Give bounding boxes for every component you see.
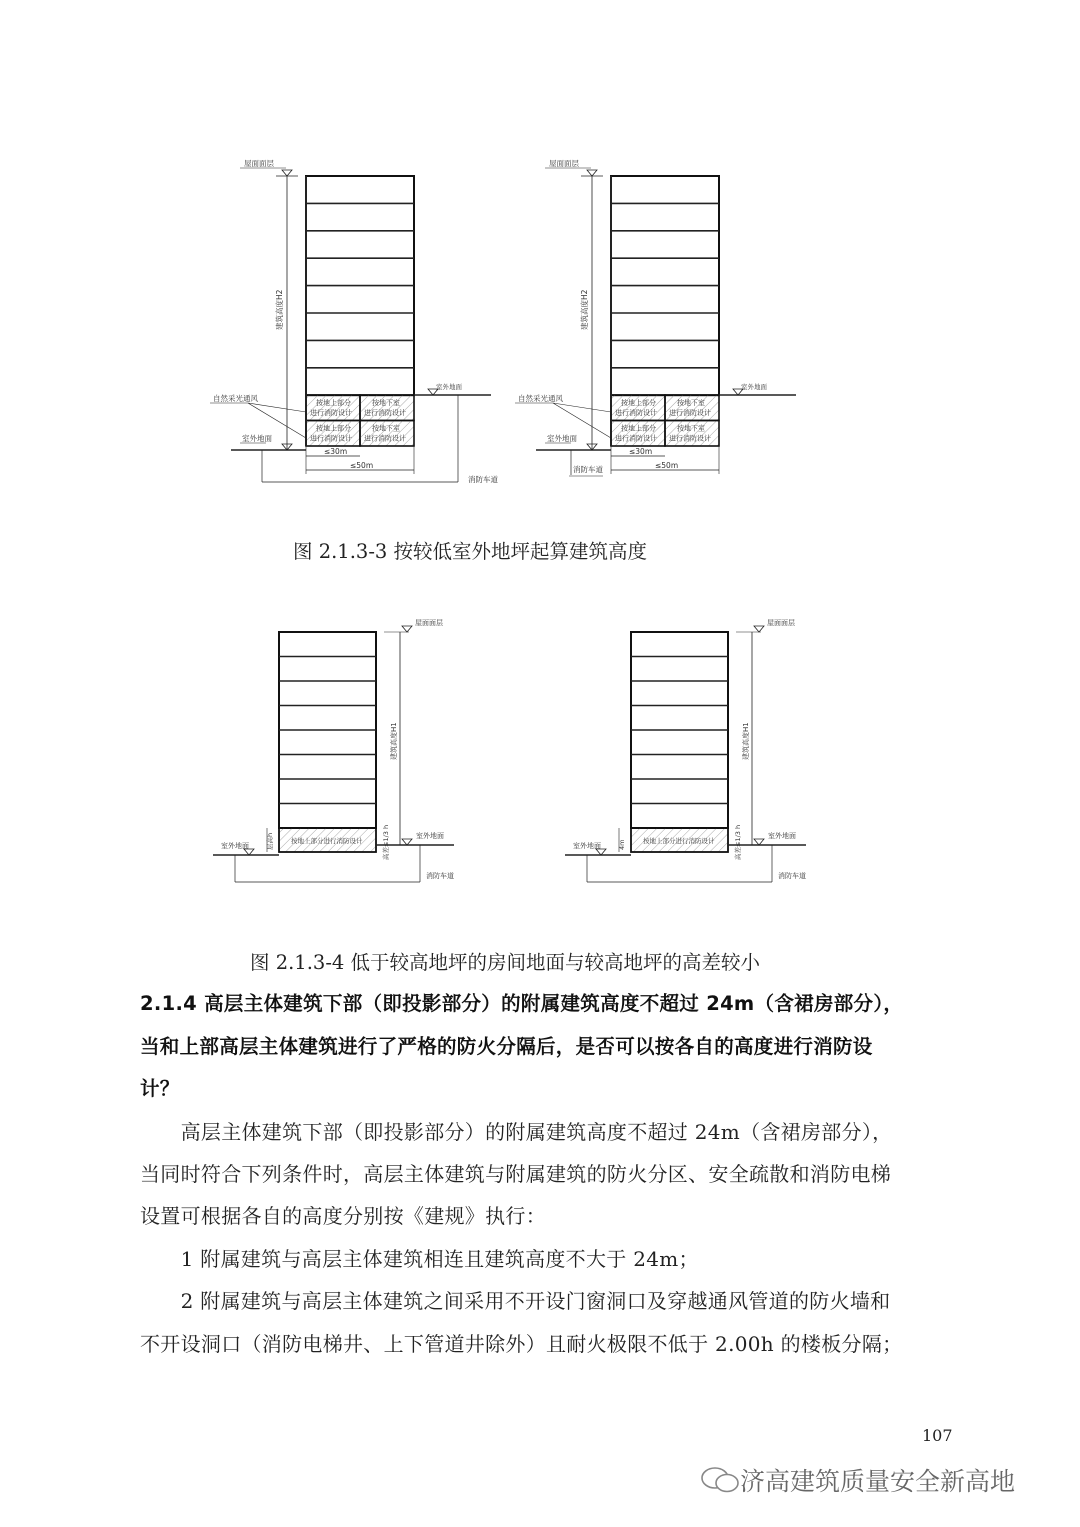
floor-height-label: 4m xyxy=(618,839,626,850)
dim-50m: ≤50m xyxy=(655,461,679,470)
height-diff-label: 高差≤1/3 h xyxy=(382,824,390,860)
dim-50m: ≤50m xyxy=(350,461,374,470)
diagram-label: 进行消防设计 xyxy=(364,434,406,443)
fire-lane-label: 消防车道 xyxy=(426,872,454,880)
diagram-label: 按地上部分 xyxy=(316,424,351,433)
diagram-label: 按地上部分进行消防设计 xyxy=(291,837,363,845)
roof-label: 屋面面层 xyxy=(244,159,274,168)
page-number: 107 xyxy=(922,1426,953,1445)
fire-lane-label: 消防车道 xyxy=(778,872,806,880)
outdoor-ground-label: 室外地面 xyxy=(242,434,272,443)
diagram-label: 进行消防设计 xyxy=(615,434,657,443)
outdoor-ground-label: 室外地面 xyxy=(547,434,577,443)
natural-light-label: 自然采光通风 xyxy=(213,394,258,403)
roof-label: 屋面面层 xyxy=(415,619,443,627)
diagram-label: 按地上部分进行消防设计 xyxy=(643,837,715,845)
diagram-label: 进行消防设计 xyxy=(669,434,711,443)
diagram-label: 按地上部分 xyxy=(621,424,656,433)
line xyxy=(553,403,611,412)
diagram-label: 室外地面 xyxy=(768,832,796,840)
height-label: 建筑高度H1 xyxy=(742,722,750,760)
outdoor-ground-label: 室外地面 xyxy=(573,842,601,850)
height-diff-label: 高差≤1/3 h xyxy=(734,824,742,860)
elevation-marker-icon xyxy=(587,170,597,176)
fire-lane-label: 消防车道 xyxy=(468,475,498,484)
diagram-label: 室外地面 xyxy=(741,383,767,391)
diagram-label: 按地下室 xyxy=(372,424,400,433)
fire-lane-label: 消防车道 xyxy=(573,465,603,474)
diagram-label: 按地下室 xyxy=(677,424,705,433)
question-heading-line: 2.1.4 高层主体建筑下部（即投影部分）的附属建筑高度不超过 24m（含裙房部分）， xyxy=(140,992,904,1015)
body-line: 当同时符合下列条件时，高层主体建筑与附属建筑的防火分区、安全疏散和消防电梯 xyxy=(140,1162,892,1186)
figure-caption-2-1-3-3: 图 2.1.3-3 按较低室外地坪起算建筑高度 xyxy=(293,540,648,563)
diagram-label: 进行消防设计 xyxy=(669,409,711,417)
diagram-label: 进行消防设计 xyxy=(615,409,657,417)
diagram-label: 进行消防设计 xyxy=(364,409,406,417)
height-label: 建筑高度H2 xyxy=(275,289,284,330)
floor-height-label: 层高h xyxy=(266,832,274,850)
body-line: 2 附属建筑与高层主体建筑之间采用不开设门窗洞口及穿越通风管道的防火墙和 xyxy=(140,1289,891,1313)
elevation-marker-icon xyxy=(402,626,412,632)
outdoor-ground-label: 室外地面 xyxy=(221,842,249,850)
height-label: 建筑高度H1 xyxy=(390,722,398,760)
line xyxy=(553,403,611,438)
roof-label: 屋面面层 xyxy=(767,619,795,627)
watermark xyxy=(700,1462,1015,1498)
body-line: 设置可根据各自的高度分别按《建规》执行： xyxy=(140,1204,546,1228)
question-heading-line: 当和上部高层主体建筑进行了严格的防火分隔后，是否可以按各自的高度进行消防设 xyxy=(140,1035,873,1058)
figure-caption-2-1-3-4: 图 2.1.3-4 低于较高地坪的房间地面与较高地坪的高差较小 xyxy=(250,951,761,974)
body-line: 1 附属建筑与高层主体建筑相连且建筑高度不大于 24m； xyxy=(140,1247,699,1271)
body-line: 高层主体建筑下部（即投影部分）的附属建筑高度不超过 24m（含裙房部分）， xyxy=(140,1120,893,1144)
height-label: 建筑高度H2 xyxy=(580,289,589,330)
body-line: 不开设洞口（消防电梯井、上下管道井除外）且耐火极限不低于 2.00h 的楼板分隔； xyxy=(140,1332,903,1356)
diagram-label: 按地下室 xyxy=(372,399,400,407)
watermark-text: 济高建筑质量安全新高地 xyxy=(740,1467,1016,1496)
diagram-label: 进行消防设计 xyxy=(310,409,352,417)
roof-label: 屋面面层 xyxy=(549,159,579,168)
elevation-marker-icon xyxy=(282,170,292,176)
question-heading-line: 计？ xyxy=(140,1077,180,1100)
diagram-label: 按地上部分 xyxy=(316,399,351,407)
diagram-label: 按地下室 xyxy=(677,399,705,407)
elevation-marker-icon xyxy=(754,626,764,632)
diagram-label: 按地上部分 xyxy=(621,399,656,407)
diagram-label: 室外地面 xyxy=(436,383,462,391)
dim-30m: ≤30m xyxy=(324,447,348,456)
elevation-marker-icon xyxy=(754,839,764,845)
line xyxy=(248,403,306,438)
elevation-marker-icon xyxy=(402,839,412,845)
diagram-label: 室外地面 xyxy=(416,832,444,840)
dim-30m: ≤30m xyxy=(629,447,653,456)
diagram-label: 进行消防设计 xyxy=(310,434,352,443)
line xyxy=(248,403,306,412)
natural-light-label: 自然采光通风 xyxy=(518,394,563,403)
wechat-icon xyxy=(700,1466,740,1492)
